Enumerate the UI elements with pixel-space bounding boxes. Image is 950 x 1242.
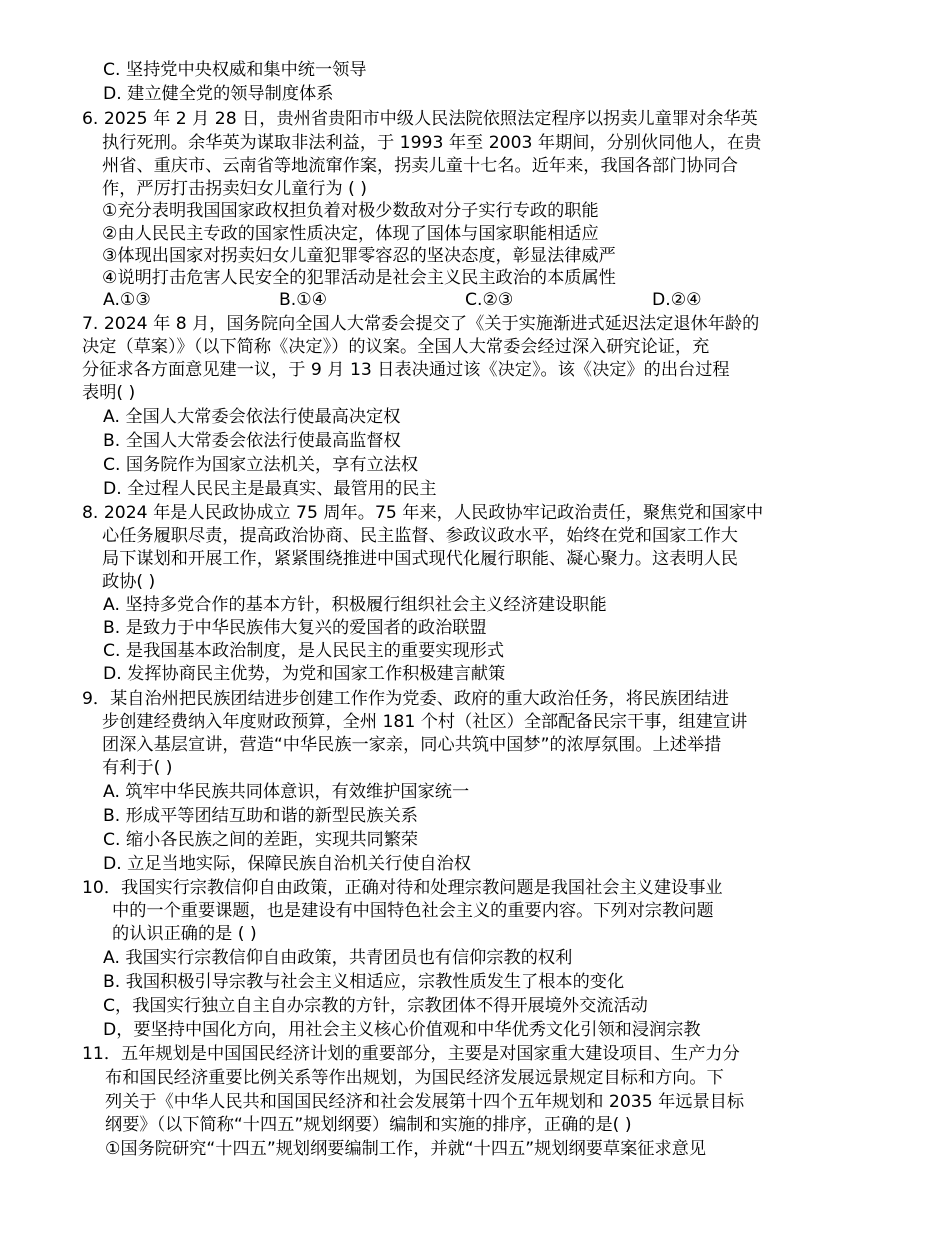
q10-stem-line: 中的一个重要课题，也是建设有中国特色社会主义的重要内容。下列对宗教问题 bbox=[112, 901, 714, 921]
q7-stem-line: 分征求各方面意见建一议，于 9 月 13 日表决通过该《决定》。该《决定》的出台过程 bbox=[82, 360, 730, 380]
q6-stem-line: 执行死刑。余华英为谋取非法利益，于 1993 年至 2003 年期间，分别伙同他人，在贵 bbox=[102, 133, 762, 153]
q10-option-d: D，要坚持中国化方向，用社会主义核心价值观和中华优秀文化引领和浸润宗教 bbox=[103, 1020, 701, 1040]
q7-stem-line: 表明( ) bbox=[82, 383, 136, 403]
q11-stem-line: 11．五年规划是中国国民经济计划的重要部分，主要是对国家重大建设项目、生产力分 bbox=[82, 1044, 740, 1064]
q7-option-b: B. 全国人大常委会依法行使最高监督权 bbox=[103, 431, 401, 451]
q10-stem-line: 10．我国实行宗教信仰自由政策，正确对待和处理宗教问题是我国社会主义建设事业 bbox=[82, 878, 723, 898]
q11-stem-line: 纲要》（以下简称“十四五”规划纲要）编制和实施的排序，正确的是( ) bbox=[105, 1115, 632, 1135]
q11-stem-line: 列关于《中华人民共和国国民经济和社会发展第十四个五年规划和 2035 年远景目标 bbox=[105, 1092, 745, 1112]
q8-stem-line: 8. 2024 年是人民政协成立 75 周年。75 年来，人民政协牢记政治责任，聚焦党和国家中 bbox=[82, 503, 764, 523]
q7-stem-line: 7. 2024 年 8 月，国务院向全国人大常委会提交了《关于实施渐进式延迟法定退休年龄的 bbox=[82, 314, 760, 334]
q6-item: ②由人民民主专政的国家性质决定，体现了国体与国家职能相适应 bbox=[102, 224, 599, 244]
q6-item: ③体现出国家对拐卖妇女儿童犯罪零容忍的坚决态度，彰显法律威严 bbox=[102, 246, 616, 266]
q10-option-b: B. 我国积极引导宗教与社会主义相适应，宗教性质发生了根本的变化 bbox=[103, 972, 625, 992]
q9-stem-line: 团深入基层宣讲，营造“中华民族一家亲，同心共筑中国梦”的浓厚氛围。上述举措 bbox=[102, 735, 722, 755]
q6-item: ①充分表明我国国家政权担负着对极少数敌对分子实行专政的职能 bbox=[102, 201, 599, 221]
q9-option-b: B. 形成平等团结互助和谐的新型民族关系 bbox=[103, 806, 418, 826]
q9-stem-line: 有利于( ) bbox=[102, 758, 173, 778]
q7-option-d: D. 全过程人民民主是最真实、最管用的民主 bbox=[103, 479, 437, 499]
q6-choices bbox=[0, 289, 950, 311]
q9-option-d: D. 立足当地实际，保障民族自治机关行使自治权 bbox=[103, 854, 471, 874]
q9-option-a: A. 筑牢中华民族共同体意识，有效维护国家统一 bbox=[103, 782, 470, 802]
q6-choice-b: B.①④ bbox=[279, 290, 328, 310]
q10-stem-line: 的认识正确的是 ( ) bbox=[112, 924, 257, 944]
q6-choice-c: C.②③ bbox=[465, 290, 514, 310]
q10-option-a: A. 我国实行宗教信仰自由政策，共青团员也有信仰宗教的权利 bbox=[103, 948, 573, 968]
q11-item: ①国务院研究“十四五”规划纲要编制工作，并就“十四五”规划纲要草案征求意见 bbox=[105, 1139, 707, 1159]
q6-stem-line: 6. 2025 年 2 月 28 日，贵州省贵阳市中级人民法院依照法定程序以拐卖儿童罪对余华英 bbox=[82, 109, 758, 129]
q9-stem-line: 步创建经费纳入年度财政预算，全州 181 个村（社区）全部配备民宗干事，组建宣讲 bbox=[102, 712, 748, 732]
q5-option-c: C. 坚持党中央权威和集中统一领导 bbox=[103, 60, 367, 80]
q6-stem-line: 作，严厉打击拐卖妇女儿童行为 ( ) bbox=[102, 179, 367, 199]
q6-choice-a: A.①③ bbox=[103, 290, 151, 310]
q8-stem-line: 政协( ) bbox=[102, 572, 156, 592]
q6-item: ④说明打击危害人民安全的犯罪活动是社会主义民主政治的本质属性 bbox=[102, 268, 616, 288]
q5-option-d: D. 建立健全党的领导制度体系 bbox=[103, 84, 334, 104]
q7-option-a: A. 全国人大常委会依法行使最高决定权 bbox=[103, 407, 401, 427]
q7-stem-line: 决定（草案）》（以下简称《决定》）的议案。全国人大常委会经过深入研究论证，充 bbox=[82, 337, 710, 357]
q8-stem-line: 局下谋划和开展工作，紧紧围绕推进中国式现代化履行职能、凝心聚力。这表明人民 bbox=[102, 549, 738, 569]
q9-stem-line: 9．某自治州把民族团结进步创建工作作为党委、政府的重大政治任务，将民族团结进 bbox=[82, 689, 729, 709]
q11-stem-line: 布和国民经济重要比例关系等作出规划，为国民经济发展远景规定目标和方向。下 bbox=[105, 1068, 724, 1088]
q6-stem-line: 州省、重庆市、云南省等地流窜作案，拐卖儿童十七名。近年来，我国各部门协同合 bbox=[102, 156, 738, 176]
q8-option-b: B. 是致力于中华民族伟大复兴的爱国者的政治联盟 bbox=[103, 618, 487, 638]
q9-option-c: C. 缩小各民族之间的差距，实现共同繁荣 bbox=[103, 830, 419, 850]
q8-option-a: A. 坚持多党合作的基本方针，积极履行组织社会主义经济建设职能 bbox=[103, 595, 607, 615]
q8-stem-line: 心任务履职尽责，提高政治协商、民主监督、参政议政水平，始终在党和国家工作大 bbox=[102, 526, 738, 546]
q8-option-d: D. 发挥协商民主优势，为党和国家工作积极建言献策 bbox=[103, 664, 506, 684]
q10-option-c: C，我国实行独立自主自办宗教的方针，宗教团体不得开展境外交流活动 bbox=[103, 996, 648, 1016]
q6-choice-d: D.②④ bbox=[652, 290, 702, 310]
q7-option-c: C. 国务院作为国家立法机关，享有立法权 bbox=[103, 455, 419, 475]
q8-option-c: C. 是我国基本政治制度，是人民民主的重要实现形式 bbox=[103, 641, 505, 661]
